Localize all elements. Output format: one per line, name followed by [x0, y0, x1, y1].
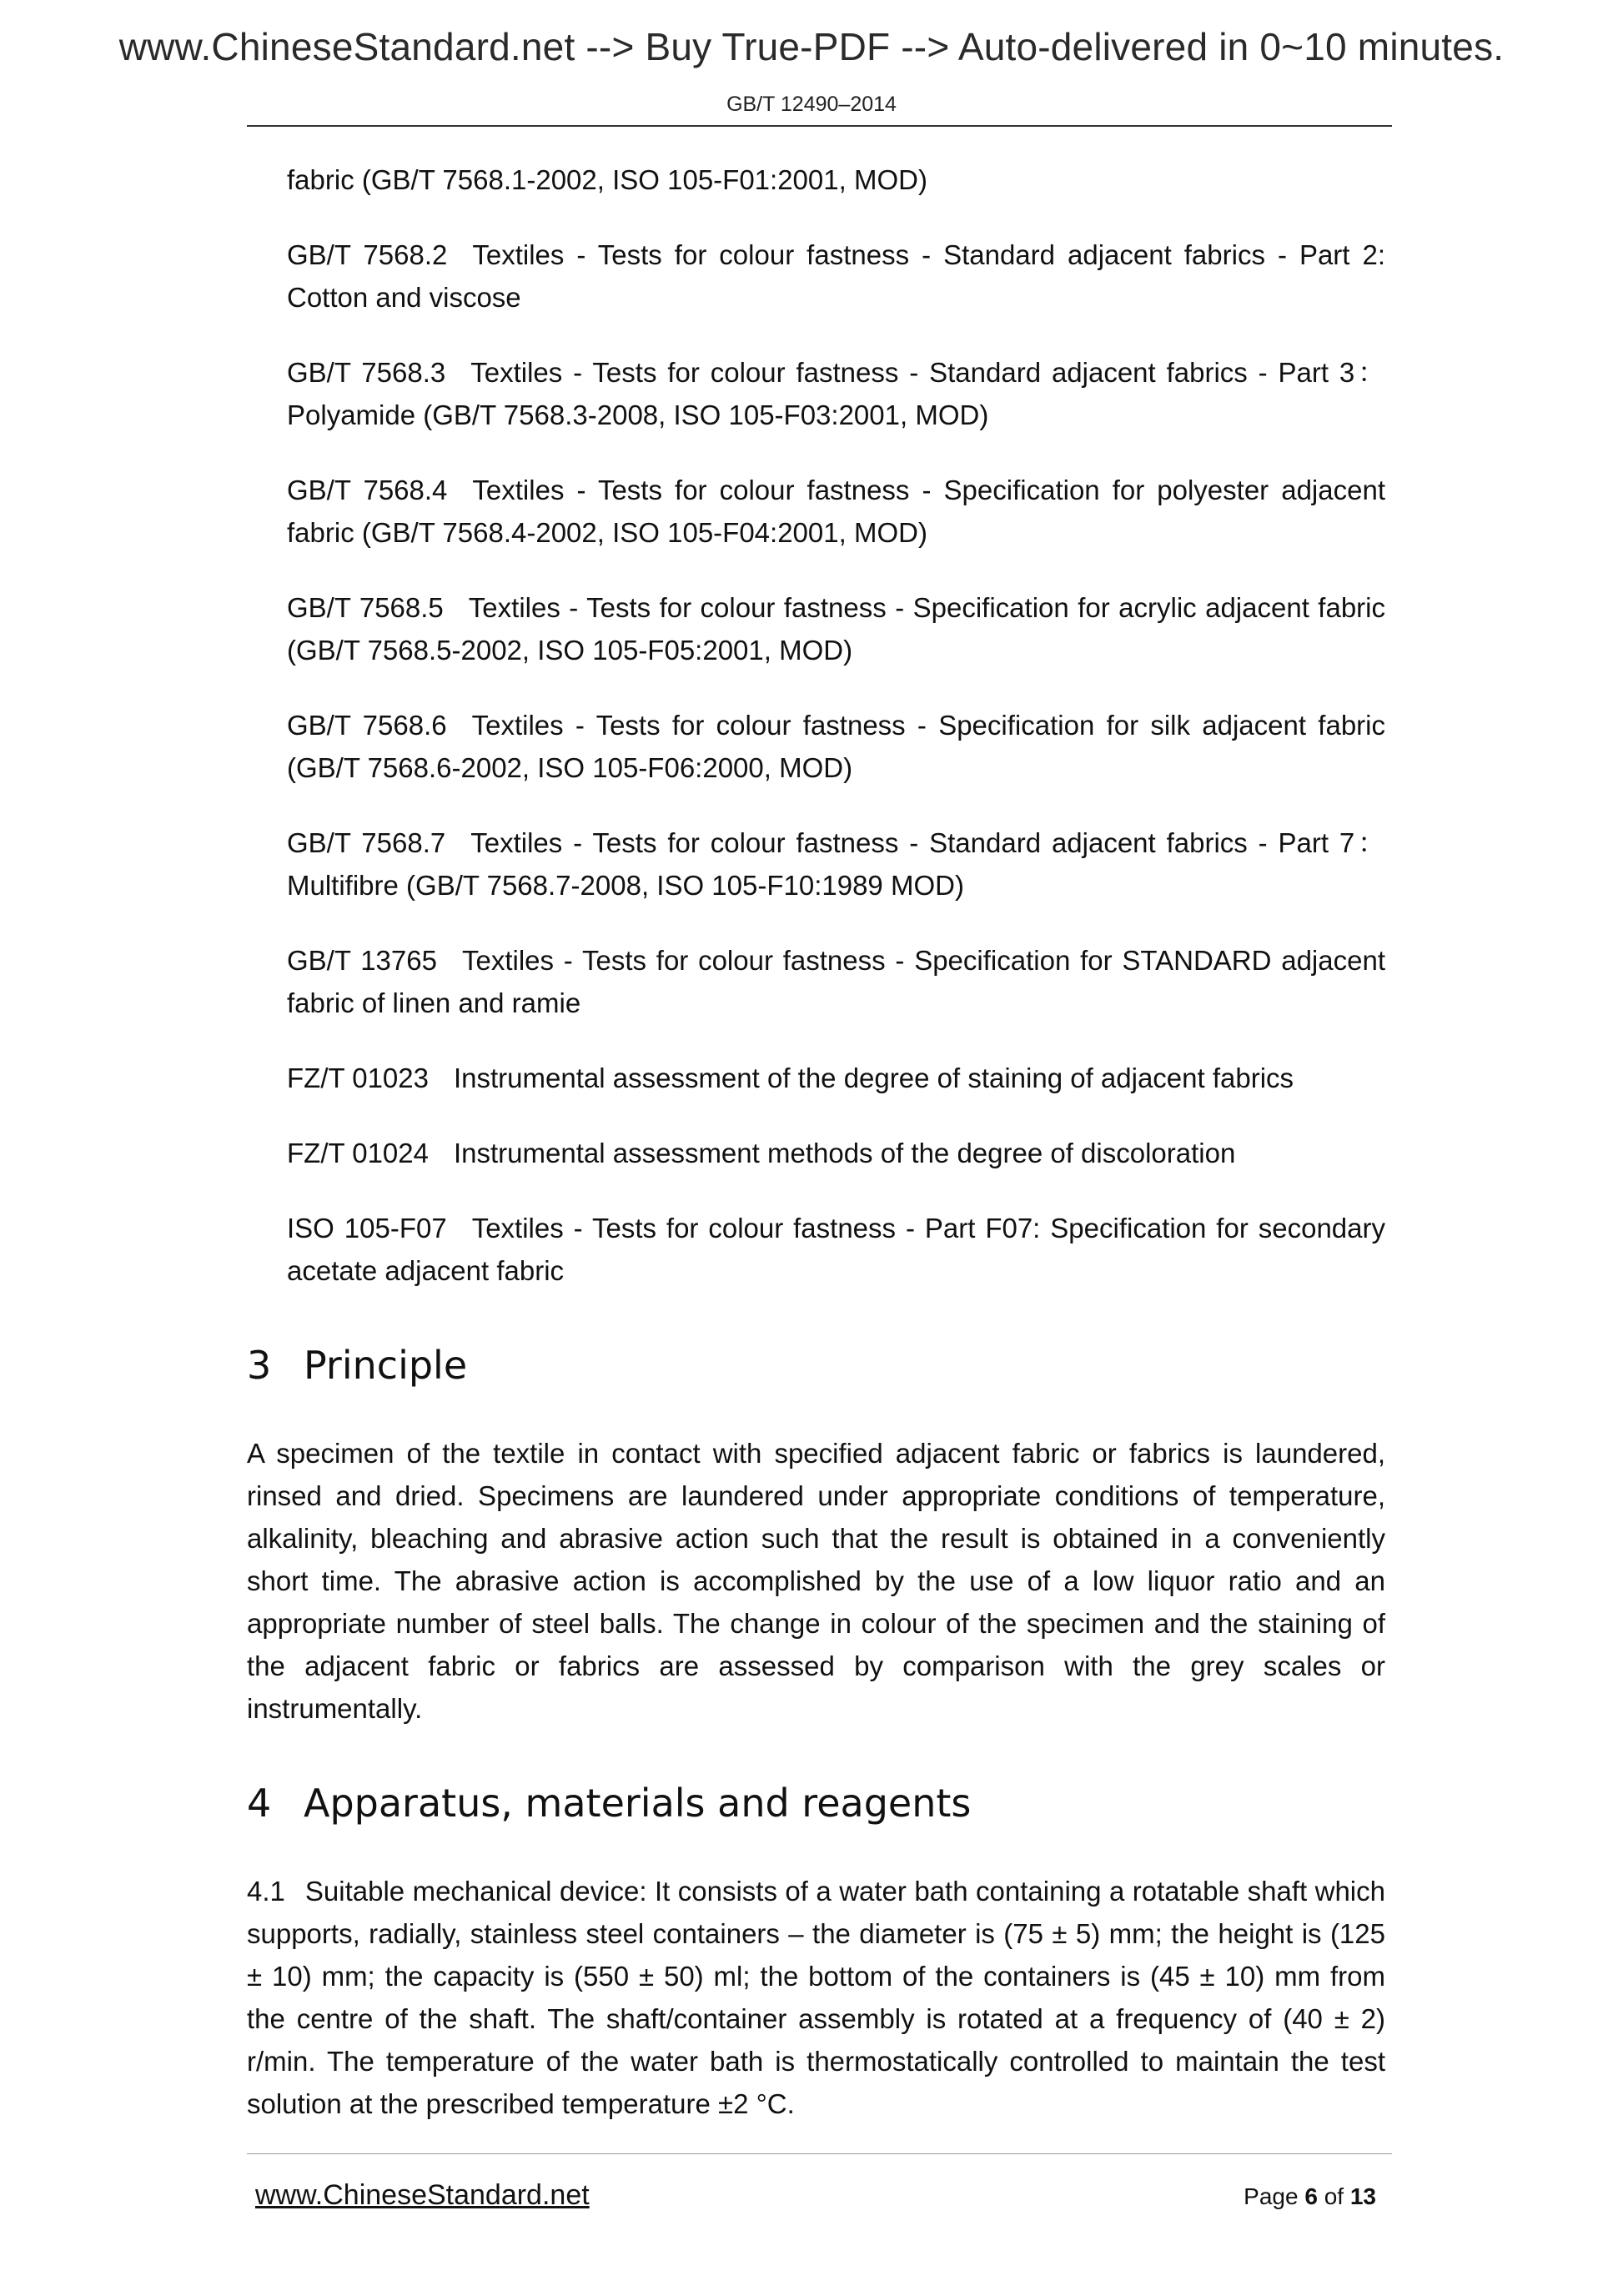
section-title: Apparatus, materials and reagents: [304, 1781, 972, 1826]
reference-code: GB/T 7568.4: [287, 475, 448, 505]
clause-4-1-paragraph: [247, 1870, 1385, 2125]
reference-text: Textiles - Tests for colour fastness - Part F07: Specification for secondary acetate adjacent fabric: [287, 1213, 1385, 1286]
footer-divider: [247, 2153, 1392, 2154]
principle-paragraph: A specimen of the textile in contact with specified adjacent fabric or fabrics is laundered, rinsed and dried. Specimens are laundered under appropriate conditions of temperature, alkalinity, bleaching and abrasive action such that the result is obtained in a conveniently short time. The abrasive action is accomplished by the use of a low liquor ratio and an appropriate number of steel balls. The change in colour of the specimen and the staining of the adjacent fabric or fabrics are assessed by comparison with the grey scales or instrumentally.: [247, 1438, 1385, 1724]
reference-text: Textiles - Tests for colour fastness - Specification for polyester adjacent fabric (GB/T 7568.4-2002, ISO 105-F04:2001, MOD): [287, 475, 1385, 548]
reference-code: GB/T 7568.6: [287, 710, 447, 741]
section-title: Principle: [304, 1343, 468, 1388]
reference-code: GB/T 7568.7: [287, 827, 446, 858]
reference-text: Textiles - Tests for colour fastness - Standard adjacent fabrics - Part 7：Multifibre (GB/T 7568.7-2008, ISO 105-F10:1989 MOD): [287, 827, 1385, 901]
footer-site-link[interactable]: www.ChineseStandard.net: [255, 2179, 590, 2211]
normative-reference-list: [287, 158, 1385, 1292]
standard-code-header: GB/T 12490–2014: [726, 93, 897, 116]
reference-item: [287, 939, 1385, 1024]
page-content: [247, 158, 1385, 2125]
reference-text: Textiles - Tests for colour fastness - Standard adjacent fabrics - Part 3：Polyamide (GB/T 7568.3-2008, ISO 105-F03:2001, MOD): [287, 357, 1385, 430]
page-total: 13: [1349, 2183, 1376, 2209]
reference-text: Textiles - Tests for colour fastness - Specification for acrylic adjacent fabric (GB/T 7568.5-2002, ISO 105-F05:2001, MOD): [287, 592, 1385, 666]
reference-item: [287, 351, 1385, 436]
page-indicator: [1244, 2183, 1376, 2211]
reference-code: ISO 105-F07: [287, 1213, 447, 1243]
reference-text: fabric (GB/T 7568.1-2002, ISO 105-F01:2001, MOD): [287, 164, 927, 195]
reference-item: [287, 586, 1385, 671]
reference-code: FZ/T 01024: [287, 1138, 429, 1168]
reference-text: Textiles - Tests for colour fastness - Specification for silk adjacent fabric (GB/T 7568.6-2002, ISO 105-F06:2000, MOD): [287, 710, 1385, 783]
clause-text: Suitable mechanical device: It consists of a water bath containing a rotatable shaft which supports, radially, stainless steel containers – the diameter is (75 ± 5) mm; the height is (125 ± 10) mm; the capacity is (550 ± 50) ml; the bottom of the containers is (45 ± 10) mm from the centre of the shaft. The shaft/container assembly is rotated at a frequency of (40 ± 2) r/min. The temperature of the water bath is thermostatically controlled to maintain the test solution at the prescribed temperature ±2 °C.: [247, 1876, 1385, 2119]
reference-item: [287, 704, 1385, 789]
reference-text: Instrumental assessment methods of the degree of discoloration: [453, 1138, 1236, 1168]
reference-item: [287, 1132, 1385, 1174]
clause-number: 4.1: [247, 1876, 285, 1907]
promo-banner: www.ChineseStandard.net --> Buy True-PDF --> Auto-delivered in 0~10 minutes.: [118, 25, 1505, 68]
section-heading-apparatus: [247, 1780, 1385, 1826]
reference-text: Instrumental assessment of the degree of staining of adjacent fabrics: [453, 1063, 1294, 1093]
reference-code: GB/T 7568.3: [287, 357, 446, 388]
reference-item: [287, 821, 1385, 907]
page-of: of: [1324, 2183, 1344, 2209]
reference-text: Textiles - Tests for colour fastness - Standard adjacent fabrics - Part 2: Cotton and viscose: [287, 239, 1385, 313]
reference-code: GB/T 7568.2: [287, 239, 448, 270]
page-label: Page: [1244, 2183, 1299, 2209]
section-heading-principle: [247, 1342, 1385, 1389]
reference-item: [287, 234, 1385, 319]
header-divider: [247, 125, 1392, 127]
reference-item: [287, 158, 1385, 201]
reference-text: Textiles - Tests for colour fastness - Specification for STANDARD adjacent fabric of linen and ramie: [287, 945, 1385, 1018]
page-current: 6: [1304, 2183, 1318, 2209]
reference-item: [287, 1207, 1385, 1292]
reference-item: [287, 1057, 1385, 1099]
section-number: 3: [247, 1343, 272, 1388]
reference-code: GB/T 7568.5: [287, 592, 444, 623]
reference-code: GB/T 13765: [287, 945, 437, 976]
reference-code: FZ/T 01023: [287, 1063, 429, 1093]
reference-item: [287, 469, 1385, 554]
section-number: 4: [247, 1781, 272, 1826]
